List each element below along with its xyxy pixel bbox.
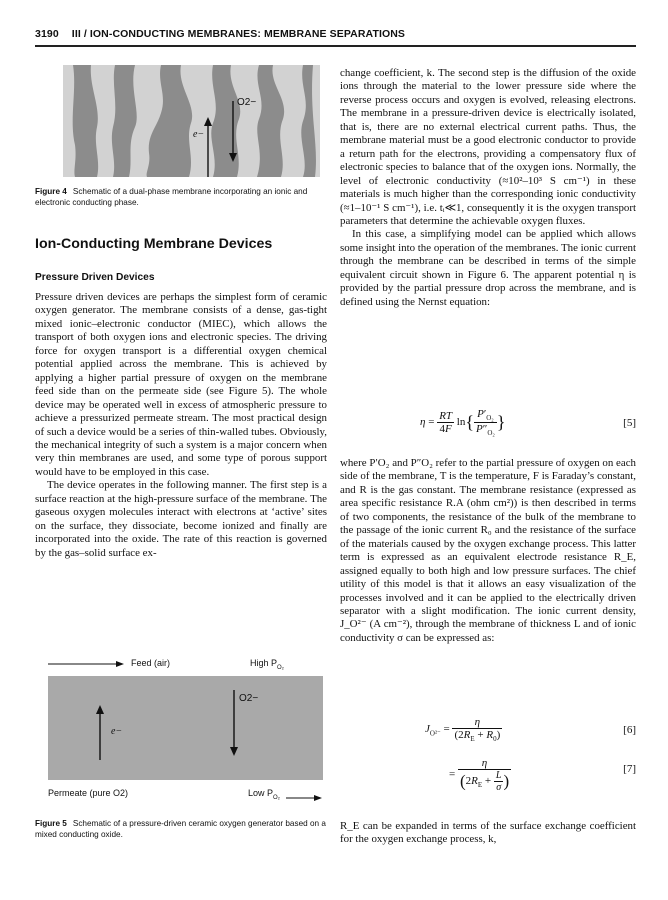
figure-4-caption	[35, 186, 327, 208]
figure-4-o2-label: O2−	[237, 97, 257, 108]
header-rule	[35, 45, 636, 47]
left-paragraph-1: Pressure driven devices are perhaps the simplest form of ceramic oxygen generator. The membrane consists of a dense, gas-tight mixed ionic–electronic conductor (MIEC), which allows the transport of both oxygen ions and electronic species. The driving force for oxygen transport is a differential oxygen chemical potential applied across the membrane. This is achieved by applying a higher partial pressure of oxygen on the membrane feed side than on the permeate side (see Figure 5). The whole device may be operated well in excess of atmospheric pressure to achieve a pressurized permeate stream. The most practical design of such a device would be a series of thin-walled tubes. Obviously, the mechanical integrity of such a system is a major concern when very thin membranes are used, and some type of porous support would have to be employed in this case.	[35, 291, 327, 478]
figure-4-caption-label: Figure 4	[35, 187, 67, 196]
section-heading: Ion-Conducting Membrane Devices	[35, 236, 273, 252]
page-number: 3190	[35, 28, 59, 40]
right-paragraph-3: where P′O₂ and P″O₂ refer to the partial pressure of oxygen on each side of the membrane, T is the temperature, F is Faraday’s constant, and R is the gas constant. The membrane resistance (expressed as area specific resistance R.A (ohm cm²)) is then described in terms of two components, the resistance of the bulk of the membrane to the passage of the ionic current R₀ and the resistance of the surface of the materials caused by the oxygen exchange process. This latter term is expressed as an equivalent electrode resistance R_E, assigned equally to both high and low pressure surfaces. The chief utility of this model is that it allows an easy visualization of the processes involved and it can be applied to the electrically driven separator with a slight modification. The ionic current density, J_O²⁻ (A cm⁻²), through the membrane of thickness L and of ionic conductivity σ can be expressed as:	[340, 457, 636, 644]
equation-5	[340, 405, 636, 445]
equation-7-body: = η ($2R_E$ + $\frac{L}{\sigma}$ )	[449, 757, 510, 793]
equation-6-body: $J_{O^{2-}}$ = $\frac{\eta}{(2R_E + R_0)}$	[425, 716, 501, 744]
right-paragraph-1: change coefficient, k. The second step is the diffusion of the oxide ions through the material to the lower pressure side where the reverse process occurs and oxygen is evolved, releasing electrons. The membrane in a pressure-driven device is electrically isolated, that is, there are no external electrical current paths. Thus, the membrane material must be a good electronic conductor to provide a return path for the electrons, providing a compensatory flux of electronic species to balance that of the oxygen ions. Normally, the level of electronic conductivity (≈10²–10³ S cm⁻¹) in these materials is much higher than the corresponding ionic conductivity (≈1–10⁻¹ S cm⁻¹), i.e. tᵢ≪1, consequently it is the oxygen transport parameters that determine the achievable oxygen fluxes.	[340, 67, 636, 227]
figure-4-caption-text: Schematic of a dual-phase membrane incorporating an ionic and electronic conducting phase.	[35, 187, 308, 207]
running-header	[35, 28, 635, 40]
figure-4-e-label: e−	[193, 129, 205, 140]
left-paragraph-2: The device operates in the following manner. The first step is a surface reaction at the high-pressure surface of the membrane. The gaseous oxygen molecules interact with electrons at ‘active’ sites on the surface, they dissociate, become ionized and finally are incorporated into the oxide. The rate of this reaction is governed by the gas–solid surface ex-	[35, 479, 327, 559]
equation-7-number: [7]	[623, 763, 636, 775]
figure-5-o2-label: O2−	[239, 693, 259, 704]
right-paragraph-2: In this case, a simplifying model can be applied which allows some insight into the operation of the membranes. The ionic current through the membrane can be described in terms of the simple equivalent circuit shown in Figure 6. The apparent potential η is provided by the partial pressure drop across the membrane, and is defined using the Nernst equation:	[340, 228, 636, 308]
subsection-heading: Pressure Driven Devices	[35, 272, 155, 283]
figure-5-caption	[35, 818, 327, 840]
figure-4	[63, 65, 320, 177]
right-column-text-top	[340, 67, 636, 309]
left-column-text	[35, 291, 327, 560]
figure-5-caption-text: Schematic of a pressure-driven ceramic oxygen generator based on a mixed conducting oxide.	[35, 819, 326, 839]
figure-4-diagram	[63, 65, 320, 177]
figure-5-low-label: Low $P_{O_2}$	[248, 788, 281, 801]
right-paragraph-4: R_E can be expanded in terms of the surface exchange coefficient for the oxygen exchange process, k,	[340, 820, 636, 846]
equation-5-number: [5]	[623, 417, 636, 429]
figure-5-high-label: High $P_{O_2}$	[250, 658, 285, 671]
figure-5-feed-label: Feed (air)	[131, 658, 171, 668]
figure-5-caption-label: Figure 5	[35, 819, 67, 828]
equation-6	[340, 714, 636, 754]
equation-6-number: [6]	[623, 724, 636, 736]
running-title: III / ION-CONDUCTING MEMBRANES: MEMBRANE SEPARATIONS	[71, 28, 406, 40]
figure-5-diagram	[48, 655, 323, 803]
right-column-text-bottom	[340, 820, 636, 847]
equation-5-body: η = $\frac{RT}{4F}$ ln{ $\frac{P'_{O_2}}{P''_{O_2}}$ }	[420, 408, 506, 438]
right-column-text-middle	[340, 457, 636, 645]
figure-5-e-label: e−	[111, 726, 123, 737]
equation-7	[340, 755, 636, 807]
figure-5-permeate-label: Permeate (pure O2)	[48, 788, 129, 798]
figure-5	[48, 655, 323, 803]
